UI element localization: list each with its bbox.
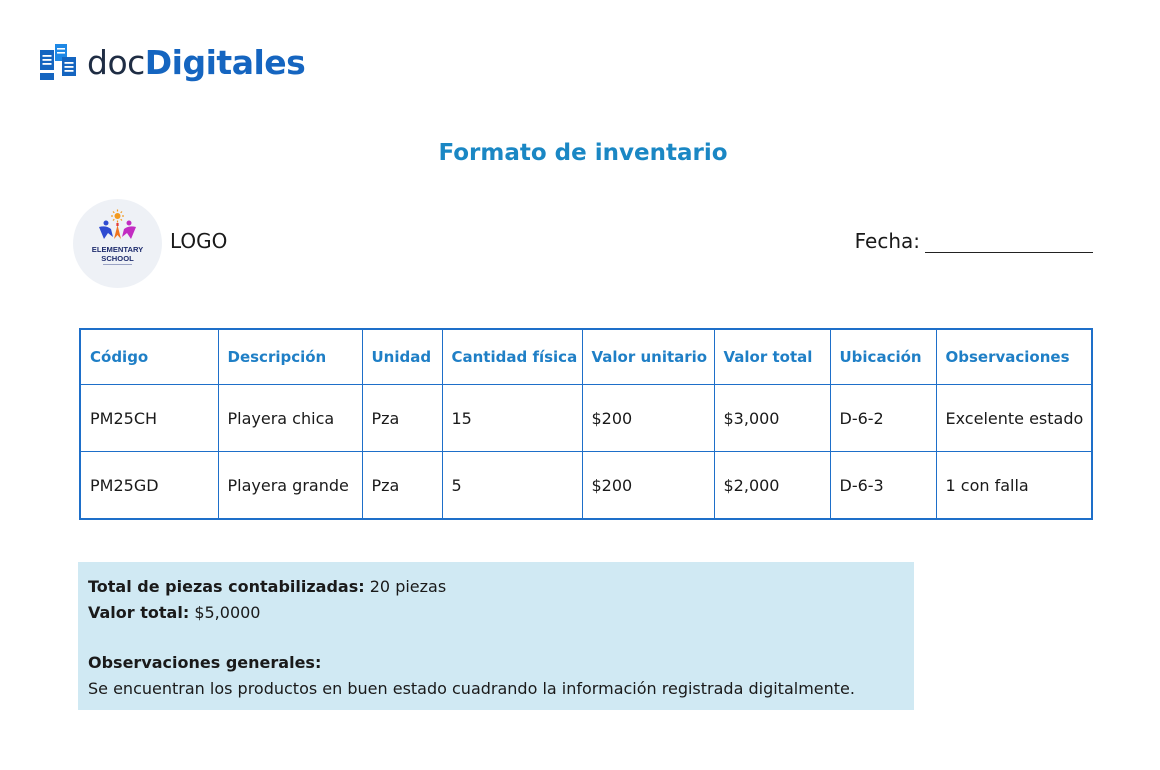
date-field[interactable] [855, 229, 1093, 253]
cell-valor-total: $3,000 [714, 385, 830, 452]
logo-text-line2: SCHOOL [101, 254, 134, 263]
general-observations-label: Observaciones generales: [88, 653, 322, 672]
cell-valor-unitario: $200 [582, 452, 714, 520]
total-pieces-line [88, 574, 904, 600]
cell-codigo: PM25CH [80, 385, 218, 452]
document-title: Formato de inventario [438, 140, 728, 166]
document-stack-icon [40, 44, 78, 82]
school-logo [73, 199, 162, 288]
logo-text-line1: ELEMENTARY [91, 245, 144, 254]
cell-cantidad: 5 [442, 452, 582, 520]
cell-valor-total: $2,000 [714, 452, 830, 520]
total-value-line [88, 600, 904, 626]
header-descripcion: Descripción [218, 329, 362, 385]
brand-name [87, 40, 305, 86]
cell-unidad: Pza [362, 452, 442, 520]
total-value-value: $5,0000 [194, 603, 261, 622]
brand-header [40, 40, 305, 86]
cell-descripcion: Playera grande [218, 452, 362, 520]
cell-ubicacion: D-6-2 [830, 385, 936, 452]
inventory-table [79, 328, 1093, 520]
header-ubicacion: Ubicación [830, 329, 936, 385]
cell-ubicacion: D-6-3 [830, 452, 936, 520]
total-value-label: Valor total: [88, 603, 190, 622]
summary-box [78, 562, 914, 710]
table-row [80, 385, 1092, 452]
general-observations-text: Se encuentran los productos en buen estado cuadrando la información registrada digitalmente. [88, 679, 855, 698]
total-pieces-value: 20 piezas [369, 577, 447, 596]
elementary-school-logo-icon [73, 199, 162, 288]
total-pieces-label: Total de piezas contabilizadas: [88, 577, 365, 596]
table-header-row [80, 329, 1092, 385]
general-observations-line [88, 650, 904, 676]
header-cantidad-fisica: Cantidad física [442, 329, 582, 385]
brand-main: Digitales [144, 43, 306, 82]
header-unidad: Unidad [362, 329, 442, 385]
header-codigo: Código [80, 329, 218, 385]
cell-descripcion: Playera chica [218, 385, 362, 452]
date-blank-line[interactable] [925, 230, 1093, 253]
header-valor-unitario: Valor unitario [582, 329, 714, 385]
cell-observaciones: 1 con falla [936, 452, 1092, 520]
table-row [80, 452, 1092, 520]
date-label: Fecha: [854, 229, 920, 253]
logo-label: LOGO [170, 229, 228, 253]
header-observaciones: Observaciones [936, 329, 1092, 385]
cell-cantidad: 15 [442, 385, 582, 452]
cell-valor-unitario: $200 [582, 385, 714, 452]
header-valor-total: Valor total [714, 329, 830, 385]
cell-observaciones: Excelente estado [936, 385, 1092, 452]
spacer [88, 626, 904, 650]
cell-codigo: PM25GD [80, 452, 218, 520]
brand-prefix: doc [87, 43, 145, 82]
cell-unidad: Pza [362, 385, 442, 452]
